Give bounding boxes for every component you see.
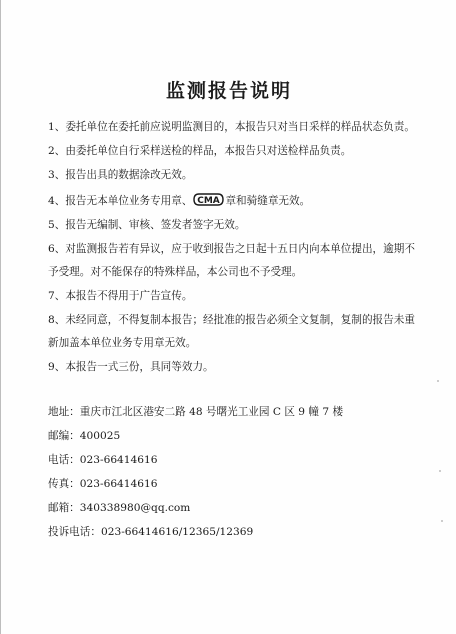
contact-postcode: 邮编：400025	[48, 430, 121, 442]
note-item-4	[48, 193, 428, 208]
note-item-5: 5、报告无编制、审核、签发者签字无效。	[48, 219, 246, 231]
contact-complaint-phone: 投诉电话：023-66414616/12365/12369	[48, 526, 254, 538]
note-item-6-line2: 予受理。对不能保存的特殊样品，本公司也不予受理。	[48, 266, 303, 278]
note-item-4-before: 4、报告无本单位业务专用章、	[48, 195, 193, 207]
scan-speck	[441, 520, 443, 522]
notes-list	[48, 121, 428, 385]
scan-speck	[439, 470, 441, 472]
note-item-6-line1: 6、对监测报告若有异议，应于收到报告之日起十五日内向本单位提出，逾期不	[48, 243, 415, 255]
note-item-6	[48, 243, 428, 279]
page-title: 监测报告说明	[165, 80, 292, 102]
note-item-2: 2、由委托单位自行采样送检的样品，本报告只对送检样品负责。	[48, 145, 352, 157]
note-item-8-line2: 新加盖本单位业务专用章无效。	[48, 337, 197, 349]
note-item-3: 3、报告出具的数据涂改无效。	[48, 169, 193, 181]
contact-email: 邮箱：340338980@qq.com	[48, 502, 191, 514]
note-item-4-after: 章和骑缝章无效。	[225, 195, 311, 207]
note-item-1: 1、委托单位在委托前应说明监测目的，本报告只对当日采样的样品状态负责。	[48, 121, 415, 133]
contact-fax: 传真：023-66414616	[48, 478, 158, 490]
cma-logo-icon	[193, 193, 224, 206]
scan-speck	[437, 380, 439, 382]
note-item-8-line1: 8、未经同意，不得复制本报告；经批准的报告必须全文复制，复制的报告未重	[48, 314, 415, 326]
note-item-7: 7、本报告不得用于广告宣传。	[48, 290, 193, 302]
contact-address: 地址：重庆市江北区港安二路 48 号曙光工业园 C 区 9 幢 7 楼	[48, 406, 344, 418]
note-item-9: 9、本报告一式三份，具同等效力。	[48, 361, 214, 373]
contact-phone: 电话：023-66414616	[48, 454, 158, 466]
cma-logo-text: CMA	[197, 196, 221, 206]
contact-block	[48, 406, 428, 550]
note-item-8	[48, 314, 428, 350]
